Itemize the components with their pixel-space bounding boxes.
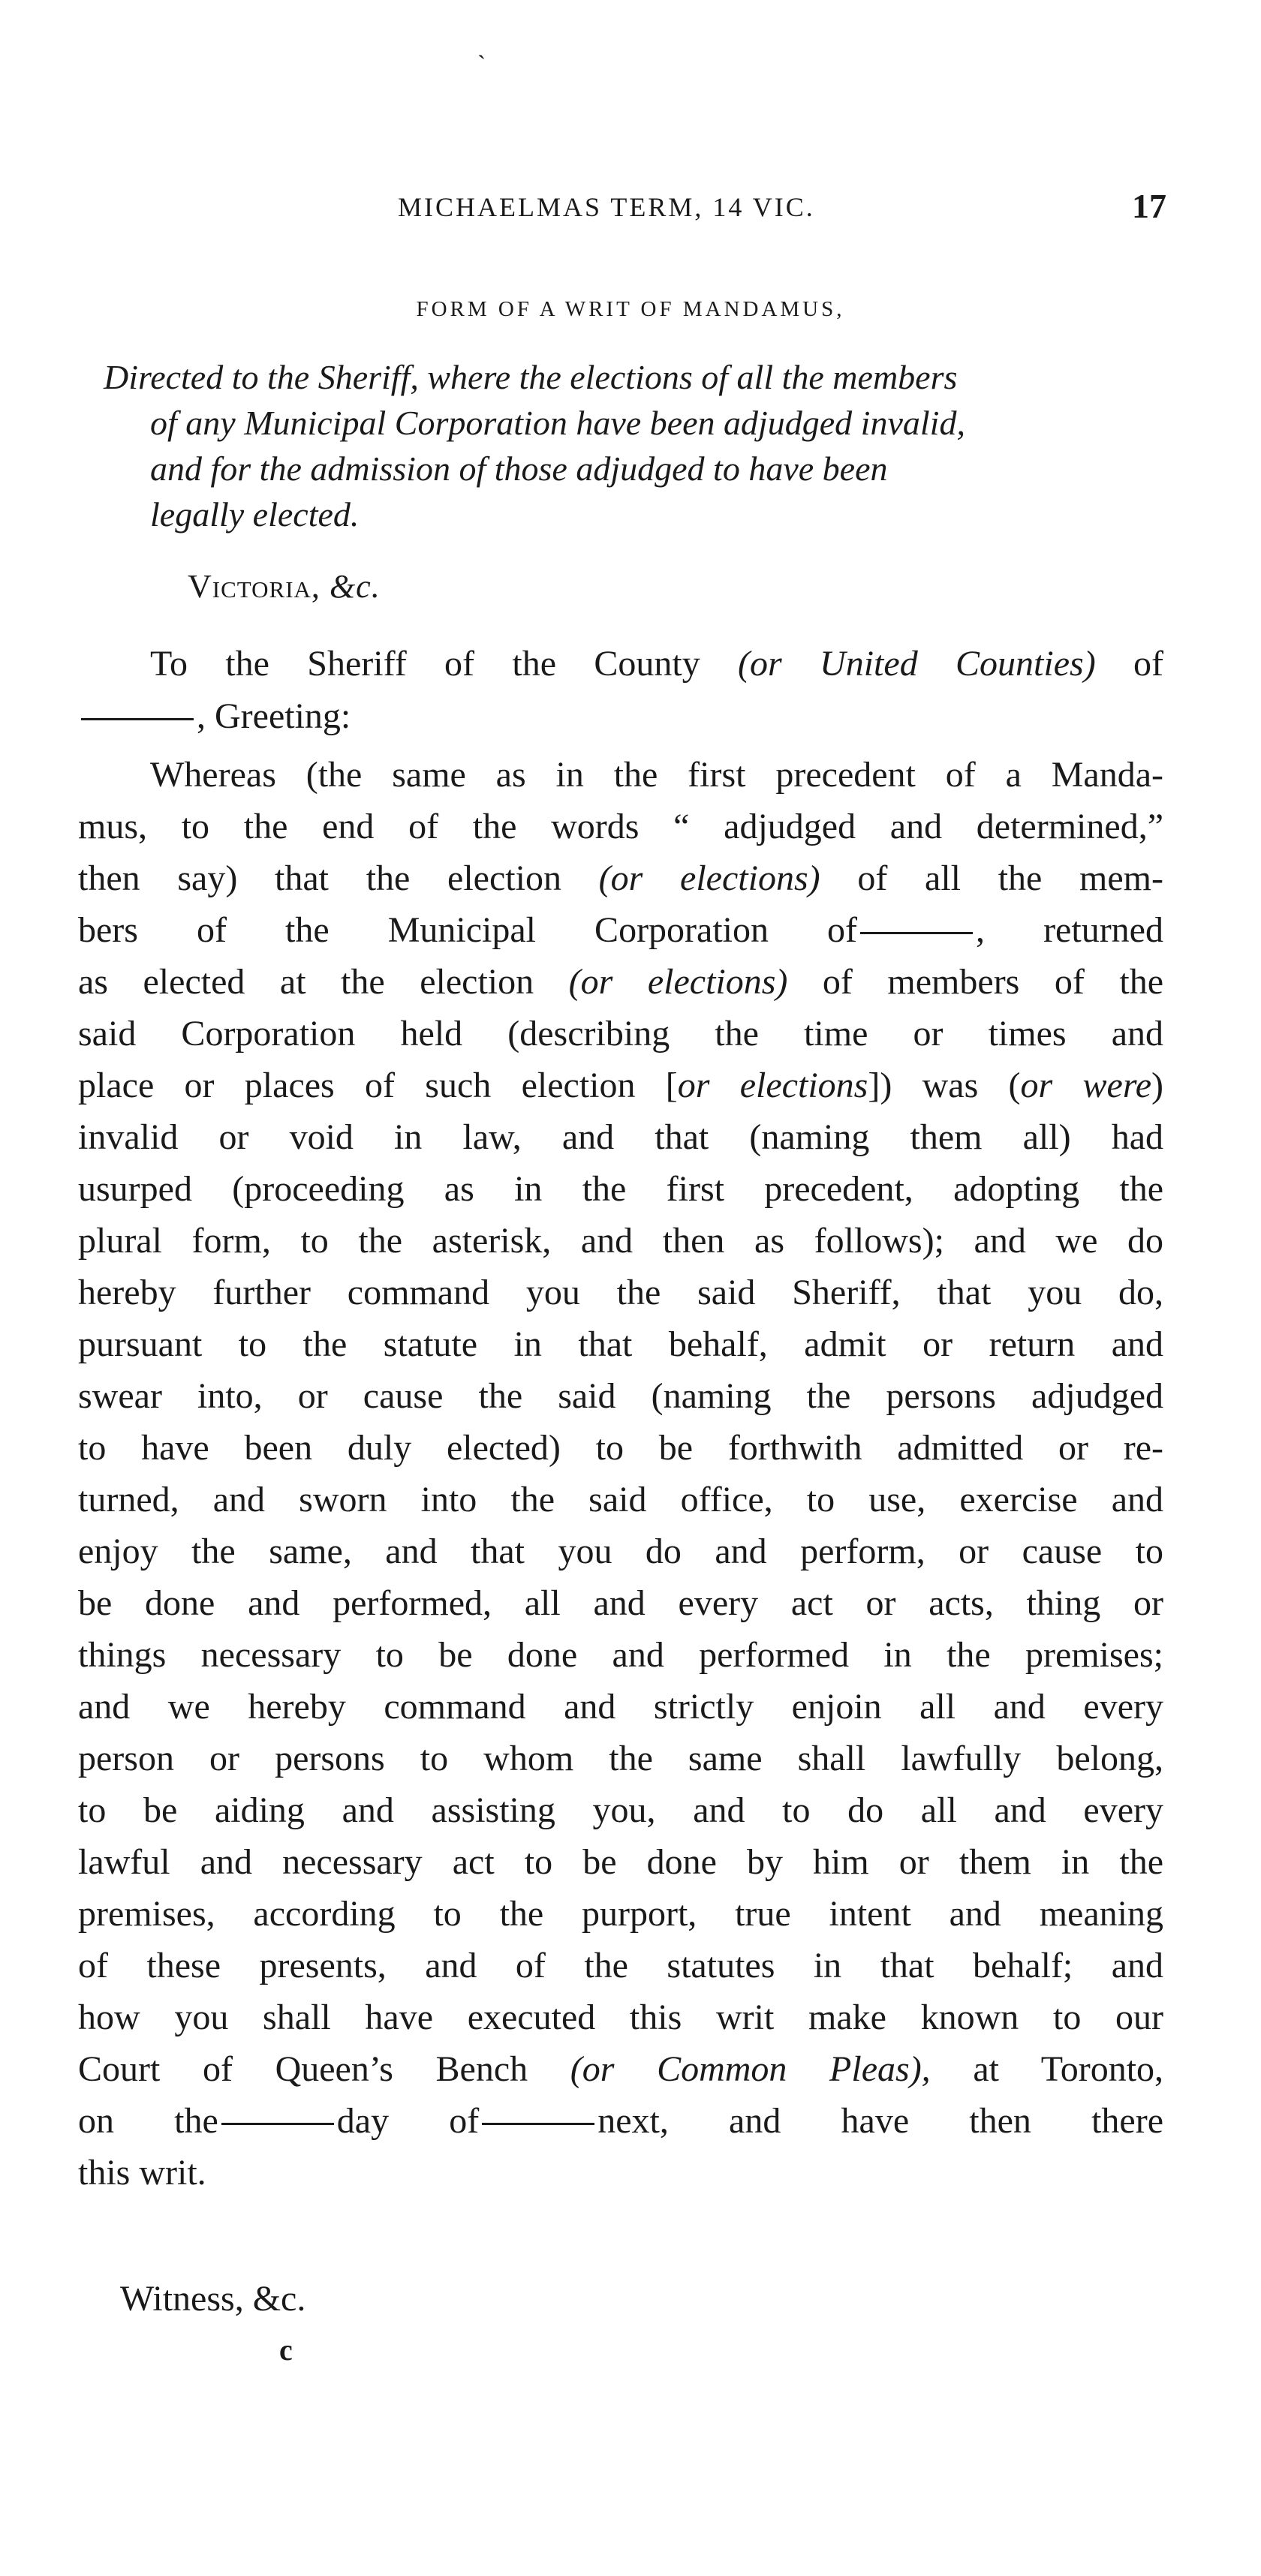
body-italic: or elections <box>677 1066 868 1105</box>
body-line: how you shall have executed this writ make known to our <box>78 1997 1163 2037</box>
body-text: at Toronto, <box>973 2049 1164 2089</box>
body-paragraph <box>78 749 1163 2199</box>
body-line: of these presents, and of the statutes in that behalf; and <box>78 1946 1163 1985</box>
address-paragraph <box>78 638 1163 743</box>
salutation-etc: &c. <box>329 568 381 605</box>
page-number: 17 <box>1132 187 1166 225</box>
body-line: lawful and necessary act to be done by him or them in the <box>78 1842 1163 1882</box>
blank-rule <box>221 2123 334 2125</box>
direction-line: legally elected. <box>150 495 360 534</box>
body-text: of all the mem- <box>857 858 1163 898</box>
body-text: , returned <box>976 910 1163 950</box>
direction-line: and for the admission of those adjudged to have been <box>150 449 888 488</box>
body-line: person or persons to whom the same shall lawfully belong, <box>78 1739 1163 1778</box>
body-line: said Corporation held (describing the time or times and <box>78 1014 1163 1054</box>
body-line: things necessary to be done and performed in the premises; <box>78 1635 1163 1675</box>
blank-rule <box>860 932 973 934</box>
body-line: turned, and sworn into the said office, to use, exercise and <box>78 1480 1163 1519</box>
address-text: of <box>1133 644 1164 684</box>
address-text: To the Sheriff of the County <box>150 644 700 684</box>
body-line: this writ. <box>78 2153 206 2193</box>
body-line: be done and performed, all and every act or acts, thing or <box>78 1583 1163 1623</box>
body-italic: or were <box>1020 1066 1152 1105</box>
address-text: , Greeting: <box>197 696 351 736</box>
body-line: pursuant to the statute in that behalf, admit or return and <box>78 1324 1163 1364</box>
body-line <box>78 904 1163 956</box>
body-line <box>78 2095 1163 2147</box>
salutation <box>188 570 381 603</box>
body-line: premises, according to the purport, true intent and meaning <box>78 1894 1163 1934</box>
body-text: next, and have then there <box>597 2101 1163 2141</box>
body-text: then say) that the election <box>78 858 561 898</box>
direction-line: Directed to the Sheriff, where the elections of all the members <box>104 358 958 396</box>
closing-witness: Witness, &c. <box>120 2279 306 2319</box>
body-line: and we hereby command and strictly enjoin all and every <box>78 1687 1163 1727</box>
body-text: bers of the Municipal Corporation of <box>78 910 858 950</box>
body-line <box>78 2043 1163 2095</box>
body-line: invalid or void in law, and that (naming them all) had <box>78 1117 1163 1157</box>
body-italic: (or elections) <box>568 962 788 1002</box>
body-line: hereby further command you the said Sheriff, that you do, <box>78 1273 1163 1312</box>
signature-mark: c <box>279 2333 293 2367</box>
body-italic: (or Common Pleas), <box>570 2049 931 2089</box>
body-line <box>78 956 1163 1008</box>
body-text: of members of the <box>822 962 1164 1002</box>
body-line: usurped (proceeding as in the first precedent, adopting the <box>78 1169 1163 1209</box>
body-text: Court of Queen’s Bench <box>78 2049 528 2089</box>
body-line: to have been duly elected) to be forthwith admitted or re- <box>78 1428 1163 1468</box>
running-head: MICHAELMAS TERM, 14 VIC. <box>398 192 815 222</box>
form-heading: FORM OF A WRIT OF MANDAMUS, <box>416 297 845 321</box>
body-line: Whereas (the same as in the first precedent of a Manda- <box>150 755 1163 795</box>
body-text: place or places of such election [ <box>78 1066 678 1105</box>
body-text: on the <box>78 2101 218 2141</box>
body-line <box>78 852 1163 904</box>
blank-rule <box>482 2123 594 2125</box>
body-line: swear into, or cause the said (naming the persons adjudged <box>78 1376 1163 1416</box>
body-text: ) <box>1151 1066 1164 1105</box>
body-text: as elected at the election <box>78 962 534 1002</box>
body-line: enjoy the same, and that you do and perform, or cause to <box>78 1531 1163 1571</box>
body-text: day of <box>336 2101 480 2141</box>
address-italic: (or United Counties) <box>738 644 1096 684</box>
body-line <box>78 1060 1163 1111</box>
blank-rule <box>81 718 194 720</box>
body-line: plural form, to the asterisk, and then as follows); and we do <box>78 1221 1163 1261</box>
direction-line: of any Municipal Corporation have been adjudged invalid, <box>150 404 965 442</box>
body-text: ]) was ( <box>868 1066 1021 1105</box>
body-line: to be aiding and assisting you, and to do all and every <box>78 1790 1163 1830</box>
address-line <box>78 638 1163 690</box>
tick-mark: ˏ <box>477 32 486 59</box>
body-italic: (or elections) <box>598 858 820 898</box>
salutation-name: Victoria, <box>188 568 321 605</box>
address-line <box>78 690 1163 743</box>
body-line: mus, to the end of the words “ adjudged and determined,” <box>78 807 1163 846</box>
direction-heading <box>104 354 1162 537</box>
